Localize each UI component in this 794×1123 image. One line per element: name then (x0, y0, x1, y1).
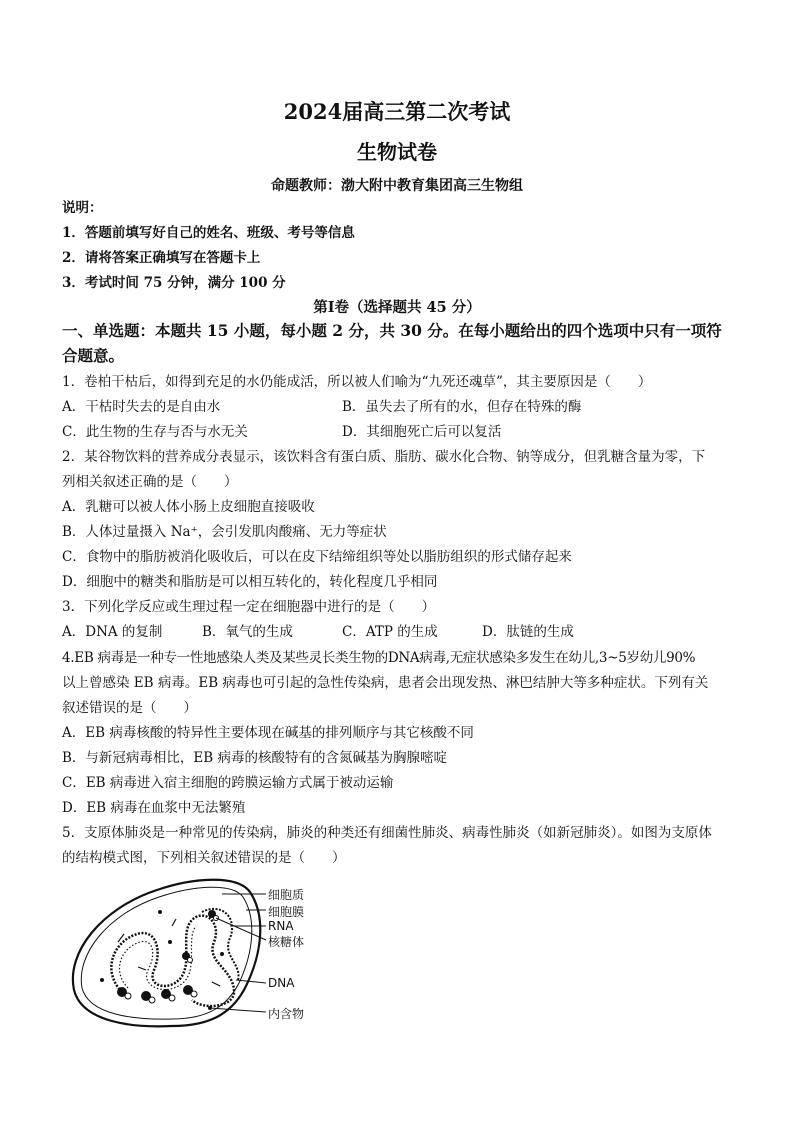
question-stem: 以上曾感染 EB 病毒。EB 病毒也可引起的急性传染病，患者会出现发热、淋巴结肿大等多种症状。下列有关 (62, 675, 709, 691)
label-dna: DNA (268, 976, 295, 990)
label-rna: RNA (268, 919, 294, 933)
option-row (62, 423, 742, 441)
exam-author: 命题教师：渤大附中教育集团高三生物组 (271, 178, 523, 194)
option-a: A．DNA 的复制 (62, 624, 163, 640)
option-d: D．EB 病毒在血浆中无法繁殖 (62, 800, 246, 816)
option-c: C．此生物的生存与否与水无关 (62, 424, 248, 440)
note-item: 3．考试时间 75 分钟，满分 100 分 (62, 275, 286, 291)
mycoplasma-diagram (62, 872, 332, 1032)
option-d: D．肽链的生成 (482, 624, 574, 640)
label-inclusion: 内含物 (268, 1007, 305, 1021)
question-stem: 的结构模式图，下列相关叙述错误的是（ ） (62, 850, 346, 866)
option-a: A．乳糖可以被人体小肠上皮细胞直接吸收 (62, 499, 315, 515)
exam-title: 2024届高三第二次考试 (283, 99, 511, 124)
notes-heading: 说明： (62, 200, 103, 216)
question-stem: 2．某谷物饮料的营养成分表显示，该饮料含有蛋白质、脂肪、碳水化合物、钠等成分，但乳糖含量为零，下 (62, 449, 706, 465)
option-b: B．氧气的生成 (202, 624, 293, 640)
option-row (62, 398, 742, 416)
option-a: A．EB 病毒核酸的特异性主要体现在碱基的排列顺序与其它核酸不同 (62, 725, 474, 741)
option-b: B．虽失去了所有的水，但存在特殊的酶 (342, 399, 582, 415)
option-b: B．与新冠病毒相比，EB 病毒的核酸特有的含氮碱基为胸腺嘧啶 (62, 750, 447, 766)
option-c: C．食物中的脂肪被消化吸收后，可以在皮下结缔组织等处以脂肪组织的形式储存起来 (62, 549, 572, 565)
label-cell-membrane: 细胞膜 (268, 905, 305, 919)
section-intro: 合题意。 (62, 346, 125, 365)
exam-subtitle: 生物试卷 (357, 140, 437, 164)
option-b: B．人体过量摄入 Na⁺，会引发肌肉酸痛、无力等症状 (62, 524, 387, 540)
section-title: 第Ⅰ卷（选择题共 45 分） (313, 299, 481, 316)
option-c: C．ATP 的生成 (342, 624, 438, 640)
question-stem: 5．支原体肺炎是一种常见的传染病，肺炎的种类还有细菌性肺炎、病毒性肺炎（如新冠肺炎）。如图为支原体 (62, 825, 712, 841)
question-stem: 3．下列化学反应或生理过程一定在细胞器中进行的是（ ） (62, 599, 436, 615)
option-a: A．干枯时失去的是自由水 (62, 399, 221, 415)
question-stem: 列相关叙述正确的是（ ） (62, 474, 238, 490)
note-item: 2．请将答案正确填写在答题卡上 (62, 250, 261, 266)
option-d: D．其细胞死亡后可以复活 (342, 424, 502, 440)
question-stem: 1．卷柏干枯后，如得到充足的水仍能成活，所以被人们喻为“九死还魂草”，其主要原因是（ ） (62, 374, 652, 390)
label-ribosome: 核糖体 (268, 935, 305, 949)
label-cytoplasm: 细胞质 (268, 888, 305, 902)
question-stem: 4.EB 病毒是一种专一性地感染人类及某些灵长类生物的DNA病毒,无症状感染多发生在幼儿,3~5岁幼儿90% (62, 650, 696, 666)
note-item: 1．答题前填写好自己的姓名、班级、考号等信息 (62, 225, 355, 241)
section-intro: 一、单选题：本题共 15 小题，每小题 2 分，共 30 分。在每小题给出的四个选项中只有一项符 (62, 321, 722, 340)
option-row (62, 623, 742, 641)
question-stem: 叙述错误的是（ ） (62, 700, 197, 716)
option-d: D．细胞中的糖类和脂肪是可以相互转化的，转化程度几乎相同 (62, 574, 438, 590)
option-c: C．EB 病毒进入宿主细胞的跨膜运输方式属于被动运输 (62, 775, 394, 791)
